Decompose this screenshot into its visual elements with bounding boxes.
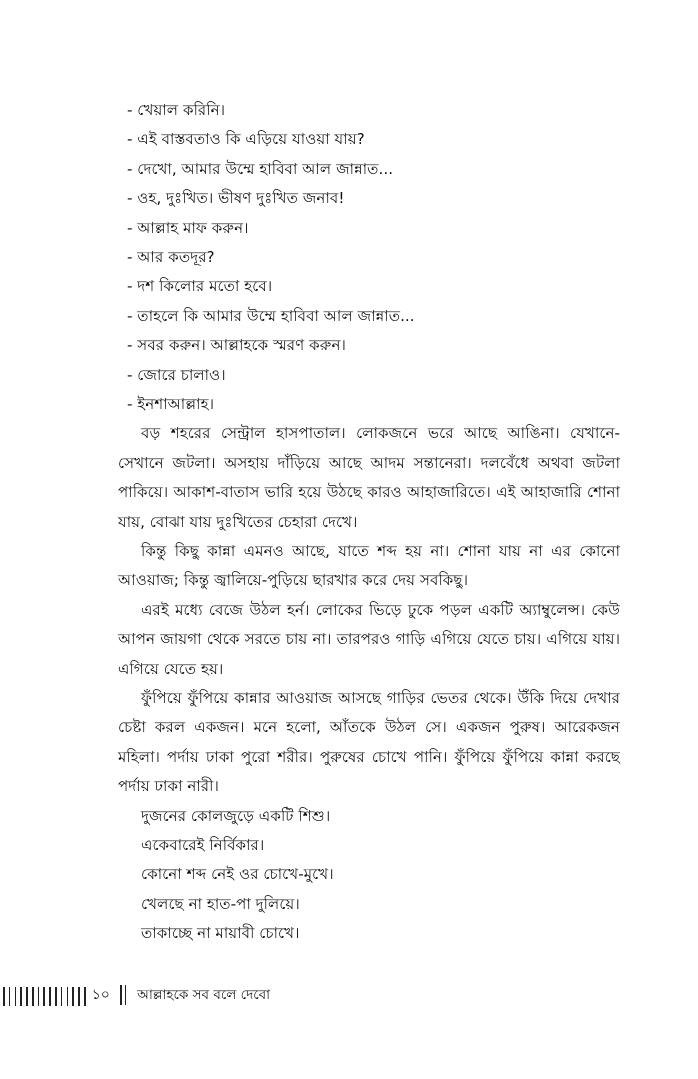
short-line: একেবারেই নির্বিকার। (141, 835, 265, 854)
dialogue-line: - খেয়াল করিনি। (127, 101, 226, 119)
paragraph: কিন্তু কিছু কান্না এমনও আছে, যাতে শব্দ হয় না। শোনা যায় না এর কোনো আওয়াজ; কিন্তু জ্বালিয়ে-পুড়িয়ে ছারখার করে দেয় সবকিছু। (118, 541, 620, 590)
dialogue-line: - ওহ, দুঃখিত। ভীষণ দুঃখিত জনাব! (127, 189, 345, 208)
dialogue-line: - সবর করুন। আল্লাহকে স্মরণ করুন। (127, 336, 346, 355)
page-body (118, 96, 620, 949)
dialogue-line: - আল্লাহ মাফ করুন। (127, 218, 249, 237)
decorative-bars (3, 984, 90, 1006)
paragraph: ফুঁপিয়ে ফুঁপিয়ে কান্নার আওয়াজ আসছে গাড়ির ভেতর থেকে। উঁকি দিয়ে দেখার চেষ্টা করল একজন। মনে হলো, আঁতকে উঠল সে। একজন পুরুষ। আরেকজন মহিলা। পর্দায় ঢাকা পুরো শরীর। পুরুষের চোখে পানি। ফুঁপিয়ে ফুঁপিয়ে কান্না করছে পর্দায় ঢাকা নারী। (118, 688, 620, 796)
short-line: খেলছে না হাত-পা দুলিয়ে। (141, 894, 300, 913)
dialogue-line: - দশ কিলোর মতো হবে। (127, 277, 273, 296)
short-line: কোনো শব্দ নেই ওর চোখে-মুখে। (141, 865, 334, 884)
page-footer (0, 984, 698, 1006)
dialogue-line: - এই বাস্তবতাও কি এড়িয়ে যাওয়া যায়? (127, 130, 365, 149)
dialogue-line: - দেখো, আমার উম্মে হাবিবা আল জান্নাত... (127, 159, 394, 178)
dialogue-line: - ইনশাআল্লাহ। (127, 394, 214, 413)
dialogue-line: - আর কতদূর? (127, 247, 215, 266)
dialogue-block (118, 96, 620, 419)
paragraph: বড় শহরের সেন্ট্রাল হাসপাতাল। লোকজনে ভরে আছে আঙিনা। যেখানে-সেখানে জটলা। অসহায় দাঁড়িয়ে আছে আদম সন্তানেরা। দলবেঁধে অথবা জটলা পাকিয়ে। আকাশ-বাতাস ভারি হয়ে উঠছে কারও আহাজারিতে। এই আহাজারি শোনা যায়, বোঝা যায় দুঃখিতের চেহারা দেখে। (118, 424, 620, 531)
footer-separator (120, 985, 129, 1005)
short-lines-block (118, 802, 620, 949)
dialogue-line: - তাহলে কি আমার উম্মে হাবিবা আল জান্নাত... (127, 306, 415, 325)
short-line: দুজনের কোলজুড়ে একটি শিশু। (141, 806, 331, 825)
book-title: আল্লাহকে সব বলে দেবো (137, 986, 271, 1003)
page-number: ১০ (91, 987, 110, 1003)
paragraph: এরই মধ্যে বেজে উঠল হর্ন। লোকের ভিড়ে ঢুকে পড়ল একটি অ্যাম্বুলেন্স। কেউ আপন জায়গা থেকে সরতে চায় না। তারপরও গাড়ি এগিয়ে যেতে চায়। এগিয়ে যায়। এগিয়ে যেতে হয়। (118, 600, 620, 678)
dialogue-line: - জোরে চালাও। (127, 365, 226, 384)
short-line: তাকাচ্ছে না মায়াবী চোখে। (141, 924, 300, 943)
